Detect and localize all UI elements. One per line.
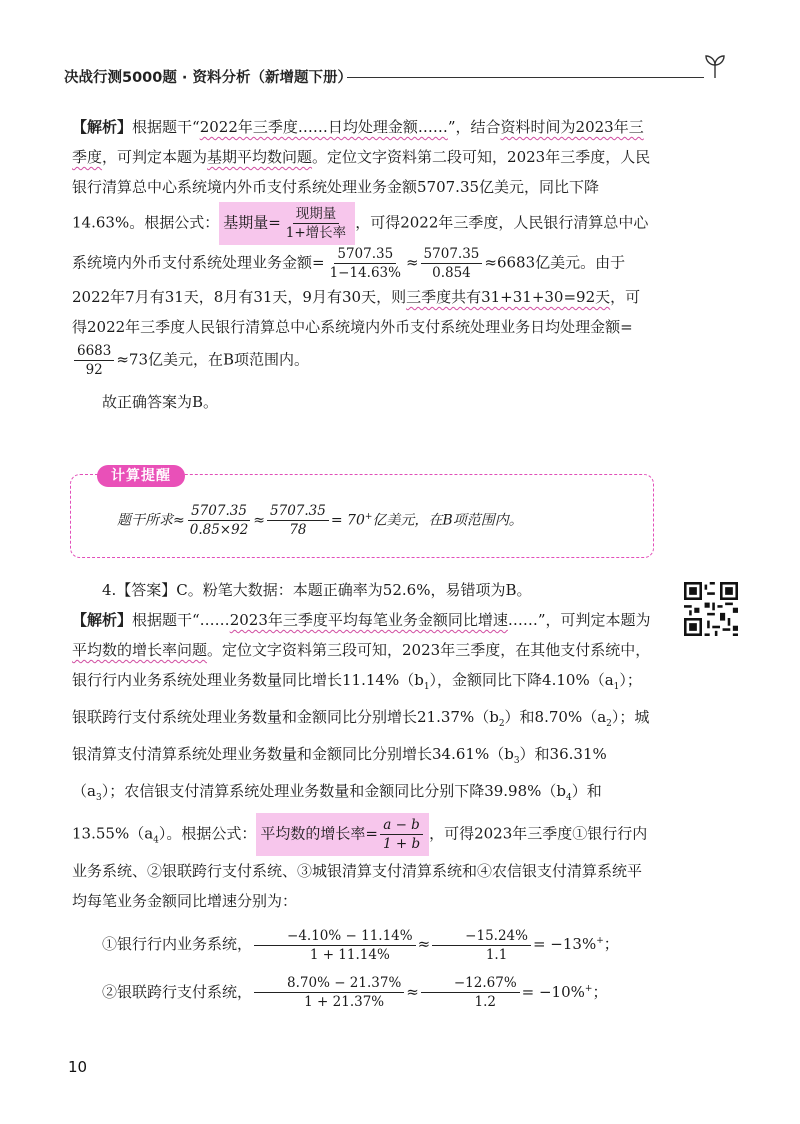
book-title: 决战行测5000题 · 资料分析（新增题下册） xyxy=(64,70,352,86)
fraction: $\frac{5707.35}{0.854}$ xyxy=(421,245,483,282)
fraction: $\frac{-4.10\% - 11.14\%}{1 + 11.14\%}$ xyxy=(254,927,416,964)
fraction: $\frac{5707.35}{0.85\times 92}$ xyxy=(189,503,249,539)
fraction: $\frac{\text{现期量}}{\text{1+增长率}}$ xyxy=(285,206,347,241)
calculation-tip-label: 计算提醒 xyxy=(97,465,185,487)
analysis-q3 xyxy=(72,112,652,417)
wavy-underline: 2023年三季度平均每笔业务金额同比增速 xyxy=(229,611,508,629)
fraction: $\frac{6683}{92}$ xyxy=(74,342,114,379)
formula-highlight: 平均数的增长率= $\frac{a - b}{1 + b}$ xyxy=(256,813,429,856)
answer-line: 故正确答案为B。 xyxy=(102,393,219,411)
formula-highlight: 基期量= $\frac{\text{现期量}}{\text{1+增长率}}$ xyxy=(219,202,355,245)
fraction: $\frac{8.70\% - 21.37\%}{1 + 21.37\%}$ xyxy=(254,974,404,1011)
fraction: $\frac{a - b}{1 + b}$ xyxy=(380,816,423,853)
wavy-underline: 三季度共有31+31+30=92天 xyxy=(406,288,611,306)
fraction: $\frac{5707.35}{78}$ xyxy=(267,502,329,539)
fraction: $\frac{5707.35}{1-14.63\%}$ xyxy=(329,246,401,281)
formula-line-1: ①银行行内业务系统， $\frac{-4.10\% - 11.14\%}{1 + 11.14\%}$ ≈ $\frac{-15.24\%}{1.1}$ = −13%+； xyxy=(102,927,619,963)
running-header xyxy=(64,58,724,88)
wavy-underline: 资料时间为2023年三季度 xyxy=(72,118,644,166)
leaf-icon xyxy=(700,52,730,82)
qr-code-icon[interactable] xyxy=(684,582,738,636)
wavy-underline: 基期平均数问题 xyxy=(207,148,313,166)
page-number: 10 xyxy=(68,1058,88,1076)
fraction: $\frac{-15.24\%}{1.1}$ xyxy=(432,927,531,964)
calculation-tip-box xyxy=(70,468,654,558)
analysis-tag: 【解析】 xyxy=(72,118,133,136)
analysis-paragraph: 【解析】根据题干“2022年三季度……日均处理金额……”，结合资料时间为2023年三季度，可判定本题为基期平均数问题。定位文字资料第二段可知，2023年三季度，人民银行清算总中心系统境内外币支付系统处理业务金额5707.35亿美元，同比下降14.63%。根据公式： 基期量= $\frac{\text{现期量}}{\text{1+增长率}}$ ，可得2022年三季度，人民银行清算总中心系统境内外币支付系统处理业务金额= $\frac{5707.35}{1-14.63\%}$ ≈ $\frac{5707.35}{0.854}$ ≈6683亿美元。由于2022年7月有31天，8月有31天，9月有30天，则三季度共有31+31+30=92天，可得2022年三季度人民银行清算总中心系统境内外币支付系统处理业务日均处理金额= $\frac{6683}{92}$ ≈73亿美元，在B项范围内。 xyxy=(72,118,651,378)
analysis-tag: 【解析】 xyxy=(72,611,133,629)
fraction: $\frac{-12.67\%}{1.2}$ xyxy=(421,974,520,1011)
header-rule xyxy=(347,77,704,78)
wavy-underline: 2022年三季度……日均处理金额…… xyxy=(199,118,448,136)
q4-analysis-paragraph: 【解析】根据题干“……2023年三季度平均每笔业务金额同比增速……”，可判定本题为平均数的增长率问题。定位文字资料第三段可知，2023年三季度，在其他支付系统中，银行行内业务系统处理业务数量同比增长$11.14\%(b_1)$，金额同比下降$4.10\%(a_1)$；银联跨行支付系统处理业务数量和金额同比分别增长$21.37\%(b_2)$和$8.70\%(a_2)$；城银清算支付清算系统处理业务数量和金额同比分别增长$34.61\%(b_3)$和$36.31\%(a_3)$；农信银支付清算系统处理业务数量和金额同比分别下降$39.98\%(b_4)$和$13.55\%(a_4)$。根据公式： 平均数的增长率= $\frac{a - b}{1 + b}$ ，可得2023年三季度①银行行内业务系统、②银联跨行支付系统、③城银清算支付清算系统和④农信银支付清算系统平均每笔业务金额同比增速分别为： xyxy=(72,611,651,910)
formula-line-2: ②银联跨行支付系统， $\frac{8.70\% - 21.37\%}{1 + 21.37\%}$ ≈ $\frac{-12.67\%}{1.2}$ = −10%+； xyxy=(102,975,608,1010)
q4-answer-line: 4.【答案】C。粉笔大数据：本题正确率为52.6%，易错项为B。 xyxy=(102,581,532,599)
analysis-q4 xyxy=(72,575,652,1011)
calculation-tip-text: 题干所求≈ $\frac{5707.35}{0.85\times 92}$ ≈ $\frac{5707.35}{78}$ = 70+亿美元，在B项范围内。 xyxy=(117,503,523,539)
wavy-underline: 平均数的增长率问题 xyxy=(72,641,208,659)
